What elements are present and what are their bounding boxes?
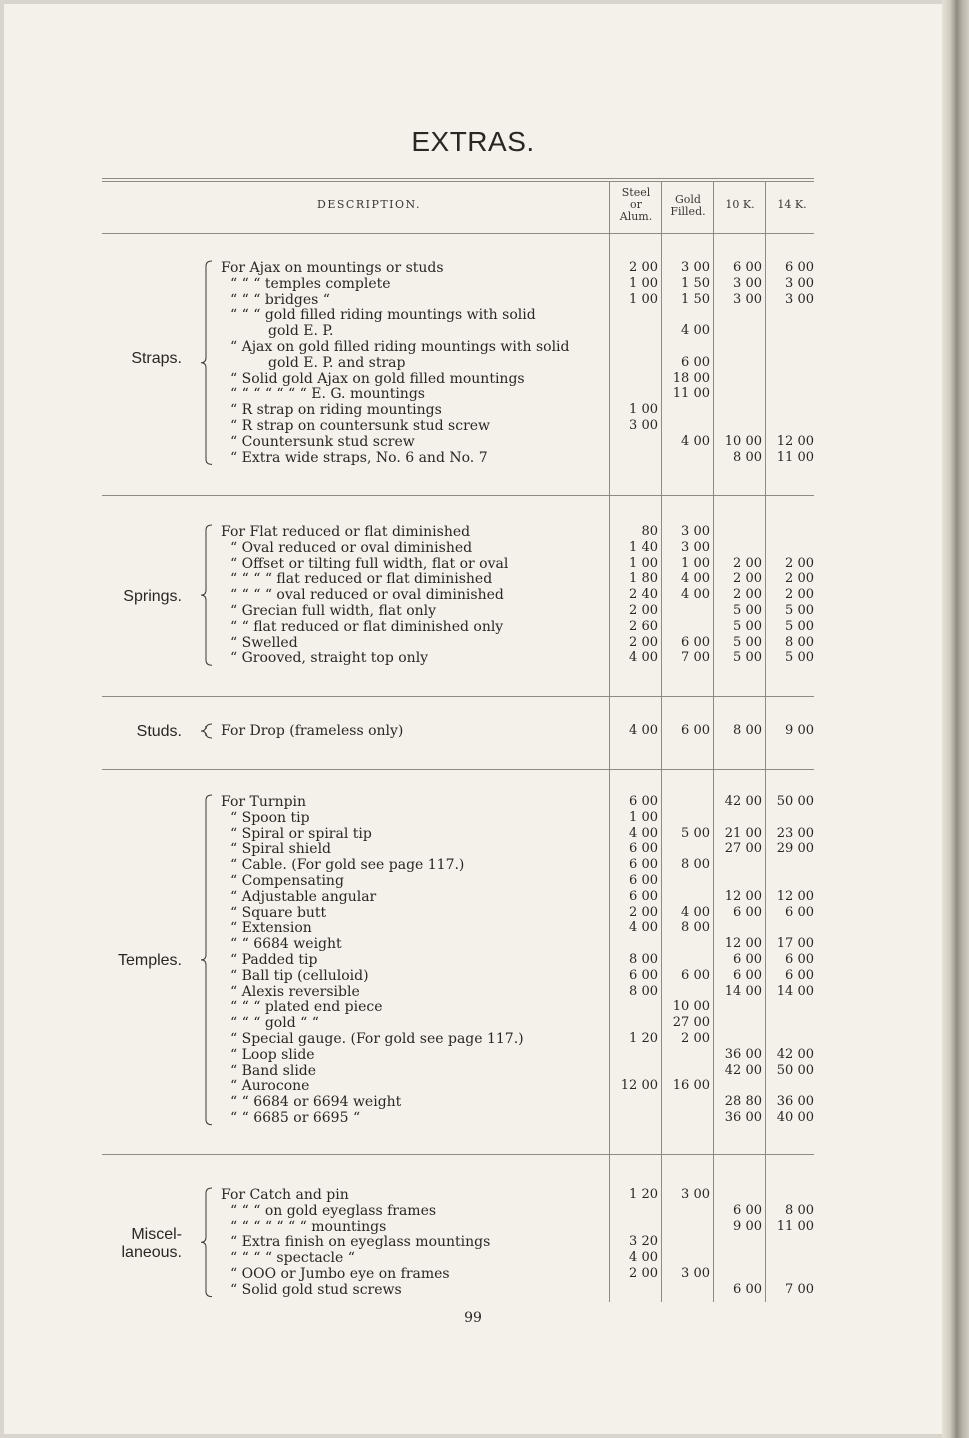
price-cell: 3 00 xyxy=(681,1266,710,1281)
table-row xyxy=(4,292,942,308)
table-row xyxy=(4,810,942,826)
price-cell: 2 00 xyxy=(733,587,762,603)
table-row xyxy=(4,355,942,371)
price-cell: 42 00 xyxy=(724,794,762,809)
header-description: DESCRIPTION. xyxy=(317,198,421,211)
row-description: “ Spoon tip xyxy=(230,809,310,826)
table-row xyxy=(4,1094,942,1110)
price-cell: 36 00 xyxy=(776,1094,814,1110)
price-cell: 6 00 xyxy=(681,354,710,370)
price-cell: 18 00 xyxy=(672,370,710,386)
price-cell: 2 00 xyxy=(681,1031,710,1046)
catalog-page xyxy=(4,4,942,1434)
section-rule-springs xyxy=(102,696,814,697)
table-row xyxy=(4,889,942,905)
table-row xyxy=(4,1015,942,1031)
price-cell: 6 00 xyxy=(629,794,658,809)
price-cell: 5 00 xyxy=(733,603,762,618)
price-cell: 3 00 xyxy=(629,418,658,433)
price-cell: 5 00 xyxy=(733,634,762,650)
table-row xyxy=(4,1250,942,1266)
row-description: For Catch and pin xyxy=(221,1187,349,1203)
section-label: Springs. xyxy=(123,588,182,605)
price-cell: 8 00 xyxy=(785,1202,814,1218)
row-description: “ “ “ “ flat reduced or flat diminished xyxy=(230,571,493,588)
table-row xyxy=(4,1234,942,1250)
table-row xyxy=(4,1078,942,1094)
row-description: “ “ “ “ “ “ “ mountings xyxy=(230,1218,387,1235)
row-description: “ Spiral shield xyxy=(230,841,332,858)
table-row xyxy=(4,1063,942,1079)
price-cell: 8 00 xyxy=(629,983,658,999)
row-description: “ Ajax on gold filled riding mountings with solid xyxy=(230,339,570,355)
price-cell: 2 40 xyxy=(629,587,658,603)
price-cell: 6 00 xyxy=(785,904,814,920)
price-cell: 12 00 xyxy=(776,888,814,904)
price-cell: 3 00 xyxy=(733,275,762,291)
table-row xyxy=(4,794,942,810)
table-row xyxy=(4,905,942,921)
row-description: “ OOO or Jumbo eye on frames xyxy=(230,1266,450,1282)
table-row xyxy=(4,571,942,587)
price-cell: 1 20 xyxy=(629,1031,658,1046)
row-description: “ R strap on riding mountings xyxy=(230,402,442,419)
price-cell: 8 00 xyxy=(785,634,814,650)
table-row xyxy=(4,371,942,387)
price-cell: 4 00 xyxy=(681,571,710,587)
row-description: “ Cable. (For gold see page 117.) xyxy=(230,857,465,874)
price-cell: 4 00 xyxy=(629,825,658,841)
price-cell: 6 00 xyxy=(629,967,658,983)
row-description: “ Countersunk stud screw xyxy=(230,433,415,450)
price-cell: 11 00 xyxy=(776,449,814,465)
price-cell: 2 00 xyxy=(733,555,762,571)
table-row xyxy=(4,450,942,466)
price-cell: 3 00 xyxy=(681,539,710,555)
row-description: gold E. P. and strap xyxy=(268,354,406,371)
row-description: For Turnpin xyxy=(221,794,307,810)
price-cell: 12 00 xyxy=(724,936,762,952)
table-row xyxy=(4,556,942,572)
price-cell: 12 00 xyxy=(620,1078,658,1094)
row-description: “ Solid gold Ajax on gold filled mountings xyxy=(230,370,525,387)
row-description: “ Special gauge. (For gold see page 117.) xyxy=(230,1031,524,1047)
table-row xyxy=(4,339,942,355)
price-cell: 4 00 xyxy=(681,904,710,920)
price-cell: 1 50 xyxy=(681,291,710,307)
row-description: “ Extra finish on eyeglass mountings xyxy=(230,1234,491,1251)
table-row xyxy=(4,952,942,968)
price-cell: 6 00 xyxy=(733,1281,762,1297)
price-cell: 3 00 xyxy=(785,291,814,307)
row-description: “ Aurocone xyxy=(230,1078,310,1095)
price-cell: 40 00 xyxy=(776,1110,814,1125)
book-spine xyxy=(942,0,969,1438)
price-cell: 1 20 xyxy=(629,1187,658,1202)
price-cell: 1 00 xyxy=(629,809,658,825)
price-cell: 2 00 xyxy=(785,555,814,571)
row-description: For Drop (frameless only) xyxy=(221,723,404,739)
table-row xyxy=(4,968,942,984)
price-cell: 6 00 xyxy=(733,952,762,967)
price-cell: 6 00 xyxy=(681,723,710,738)
price-cell: 2 00 xyxy=(629,1266,658,1281)
price-cell: 14 00 xyxy=(724,983,762,999)
section-label: Straps. xyxy=(131,350,182,367)
price-cell: 8 00 xyxy=(681,920,710,936)
row-description: “ Ball tip (celluloid) xyxy=(230,967,369,984)
price-cell: 5 00 xyxy=(785,603,814,618)
row-description: “ “ “ “ oval reduced or oval diminished xyxy=(230,587,504,604)
table-row xyxy=(4,999,942,1015)
table-row xyxy=(4,873,942,889)
row-description: “ Compensating xyxy=(230,873,344,889)
table-row xyxy=(4,1187,942,1203)
row-description: “ “ “ “ spectacle “ xyxy=(230,1250,355,1267)
table-row xyxy=(4,402,942,418)
price-cell: 27 00 xyxy=(672,1015,710,1031)
header-steel: Steel or Alum. xyxy=(619,186,653,223)
header-top-rule-2 xyxy=(102,181,814,182)
row-description: “ “ “ gold filled riding mountings with solid xyxy=(230,307,536,324)
row-description: “ “ 6684 or 6694 weight xyxy=(230,1094,402,1111)
price-cell: 6 00 xyxy=(785,260,814,275)
price-cell: 6 00 xyxy=(733,967,762,983)
row-description: “ “ “ “ “ “ “ E. G. mountings xyxy=(230,386,425,403)
price-cell: 2 00 xyxy=(629,634,658,650)
section-label: Miscel- laneous. xyxy=(121,1226,182,1261)
row-description: “ Spiral or spiral tip xyxy=(230,825,372,842)
table-row xyxy=(4,619,942,635)
price-cell: 1 00 xyxy=(629,402,658,418)
header-14k: 14 K. xyxy=(777,198,807,211)
price-cell: 1 00 xyxy=(629,291,658,307)
price-cell: 23 00 xyxy=(776,825,814,841)
table-row xyxy=(4,984,942,1000)
row-description: “ Padded tip xyxy=(230,952,318,968)
row-description: “ “ “ temples complete xyxy=(230,275,391,292)
row-description: “ Swelled xyxy=(230,634,298,651)
price-cell: 10 00 xyxy=(672,999,710,1015)
row-description: “ Alexis reversible xyxy=(230,983,360,1000)
price-cell: 6 00 xyxy=(629,841,658,857)
table-row xyxy=(4,434,942,450)
section-rule-straps xyxy=(102,495,814,496)
row-description: “ “ “ gold “ “ xyxy=(230,1015,319,1032)
row-description: “ Extension xyxy=(230,920,312,937)
section-label: Temples. xyxy=(117,952,182,969)
price-cell: 27 00 xyxy=(724,841,762,857)
price-cell: 4 00 xyxy=(629,920,658,936)
price-cell: 2 00 xyxy=(629,603,658,618)
price-cell: 12 00 xyxy=(776,433,814,449)
price-cell: 17 00 xyxy=(776,936,814,952)
price-cell: 6 00 xyxy=(785,952,814,967)
table-row xyxy=(4,826,942,842)
price-cell: 3 00 xyxy=(681,1187,710,1202)
table-row xyxy=(4,1219,942,1235)
table-row xyxy=(4,920,942,936)
section-label: Studs. xyxy=(136,723,182,740)
row-description: “ “ “ bridges “ xyxy=(230,291,330,308)
price-cell: 4 00 xyxy=(629,723,658,738)
table-row xyxy=(4,857,942,873)
table-row xyxy=(4,603,942,619)
row-description: “ Offset or tilting full width, flat or oval xyxy=(230,555,509,572)
header-gold-filled: Gold Filled. xyxy=(670,193,706,218)
table-row xyxy=(4,276,942,292)
section-rule-temples xyxy=(102,1154,814,1155)
price-cell: 6 00 xyxy=(629,873,658,888)
row-description: gold E. P. xyxy=(268,323,334,340)
row-description: “ Adjustable angular xyxy=(230,888,377,905)
row-description: “ “ “ on gold eyeglass frames xyxy=(230,1202,437,1219)
price-cell: 4 00 xyxy=(681,433,710,449)
row-description: “ Solid gold stud screws xyxy=(230,1281,402,1298)
price-cell: 10 00 xyxy=(724,433,762,449)
price-cell: 29 00 xyxy=(776,841,814,857)
row-description: “ Extra wide straps, No. 6 and No. 7 xyxy=(230,449,488,466)
price-cell: 36 00 xyxy=(724,1046,762,1062)
price-cell: 5 00 xyxy=(733,650,762,666)
table-row xyxy=(4,841,942,857)
table-row xyxy=(4,723,942,739)
row-description: For Flat reduced or flat diminished xyxy=(221,524,471,540)
price-cell: 6 00 xyxy=(681,634,710,650)
price-cell: 2 00 xyxy=(785,571,814,587)
price-cell: 80 xyxy=(641,524,658,539)
price-cell: 2 00 xyxy=(629,904,658,920)
table-row xyxy=(4,524,942,540)
price-cell: 1 00 xyxy=(629,275,658,291)
price-cell: 1 00 xyxy=(681,555,710,571)
page-number: 99 xyxy=(464,1310,482,1326)
row-description: “ “ “ plated end piece xyxy=(230,999,383,1016)
price-cell: 2 00 xyxy=(785,587,814,603)
table-row xyxy=(4,1031,942,1047)
table-row xyxy=(4,587,942,603)
price-cell: 3 00 xyxy=(681,260,710,275)
price-cell: 3 00 xyxy=(785,275,814,291)
price-cell: 5 00 xyxy=(733,618,762,634)
price-cell: 6 00 xyxy=(733,1202,762,1218)
price-cell: 3 00 xyxy=(681,524,710,539)
price-cell: 42 00 xyxy=(724,1062,762,1078)
price-cell: 4 00 xyxy=(629,650,658,666)
price-cell: 6 00 xyxy=(629,857,658,873)
table-row xyxy=(4,635,942,651)
table-row xyxy=(4,307,942,323)
price-cell: 16 00 xyxy=(672,1078,710,1094)
price-cell: 4 00 xyxy=(681,587,710,603)
price-cell: 8 00 xyxy=(629,952,658,967)
table-row xyxy=(4,386,942,402)
price-cell: 1 40 xyxy=(629,539,658,555)
price-cell: 11 00 xyxy=(776,1218,814,1234)
price-cell: 1 00 xyxy=(629,555,658,571)
price-cell: 6 00 xyxy=(681,967,710,983)
price-cell: 3 00 xyxy=(733,291,762,307)
header-10k: 10 K. xyxy=(725,198,755,211)
row-description: “ R strap on countersunk stud screw xyxy=(230,418,491,434)
price-cell: 50 00 xyxy=(776,1062,814,1078)
price-cell: 50 00 xyxy=(776,794,814,809)
table-row xyxy=(4,418,942,434)
price-cell: 3 20 xyxy=(629,1234,658,1250)
price-cell: 6 00 xyxy=(733,904,762,920)
price-cell: 8 00 xyxy=(681,857,710,873)
price-cell: 1 80 xyxy=(629,571,658,587)
table-row xyxy=(4,1266,942,1282)
price-cell: 4 00 xyxy=(629,1250,658,1266)
table-row xyxy=(4,650,942,666)
price-cell: 11 00 xyxy=(672,386,710,402)
table-row xyxy=(4,1203,942,1219)
table-row xyxy=(4,260,942,276)
price-cell: 5 00 xyxy=(785,650,814,666)
price-cell: 6 00 xyxy=(629,888,658,904)
row-description: “ “ 6684 weight xyxy=(230,936,342,953)
row-description: “ “ flat reduced or flat diminished only xyxy=(230,618,504,635)
price-cell: 28 80 xyxy=(724,1094,762,1110)
price-cell: 6 00 xyxy=(733,260,762,275)
row-description: “ Grecian full width, flat only xyxy=(230,603,437,619)
price-cell: 2 60 xyxy=(629,618,658,634)
table-row xyxy=(4,540,942,556)
price-cell: 5 00 xyxy=(681,825,710,841)
table-row xyxy=(4,1282,942,1298)
price-cell: 1 50 xyxy=(681,275,710,291)
table-row xyxy=(4,936,942,952)
price-cell: 2 00 xyxy=(733,571,762,587)
price-cell: 14 00 xyxy=(776,983,814,999)
price-cell: 8 00 xyxy=(733,723,762,738)
header-bottom-rule xyxy=(102,233,814,234)
table-row xyxy=(4,323,942,339)
price-cell: 12 00 xyxy=(724,888,762,904)
row-description: “ “ 6685 or 6695 “ xyxy=(230,1110,361,1126)
row-description: “ Grooved, straight top only xyxy=(230,650,429,667)
price-cell: 8 00 xyxy=(733,449,762,465)
price-cell: 9 00 xyxy=(733,1218,762,1234)
row-description: For Ajax on mountings or studs xyxy=(221,260,444,276)
price-cell: 9 00 xyxy=(785,723,814,738)
price-cell: 21 00 xyxy=(724,825,762,841)
price-cell: 36 00 xyxy=(724,1110,762,1125)
header-top-rule xyxy=(102,178,814,179)
price-cell: 2 00 xyxy=(629,260,658,275)
row-description: “ Loop slide xyxy=(230,1046,315,1063)
row-description: “ Band slide xyxy=(230,1062,317,1079)
price-cell: 5 00 xyxy=(785,618,814,634)
price-cell: 7 00 xyxy=(785,1281,814,1297)
price-cell: 6 00 xyxy=(785,967,814,983)
price-cell: 4 00 xyxy=(681,323,710,339)
row-description: “ Oval reduced or oval diminished xyxy=(230,539,473,556)
table-row xyxy=(4,1047,942,1063)
price-cell: 7 00 xyxy=(681,650,710,666)
row-description: “ Square butt xyxy=(230,904,327,921)
table-row xyxy=(4,1110,942,1126)
section-rule-studs xyxy=(102,769,814,770)
price-cell: 42 00 xyxy=(776,1046,814,1062)
page-title: EXTRAS. xyxy=(411,126,535,157)
